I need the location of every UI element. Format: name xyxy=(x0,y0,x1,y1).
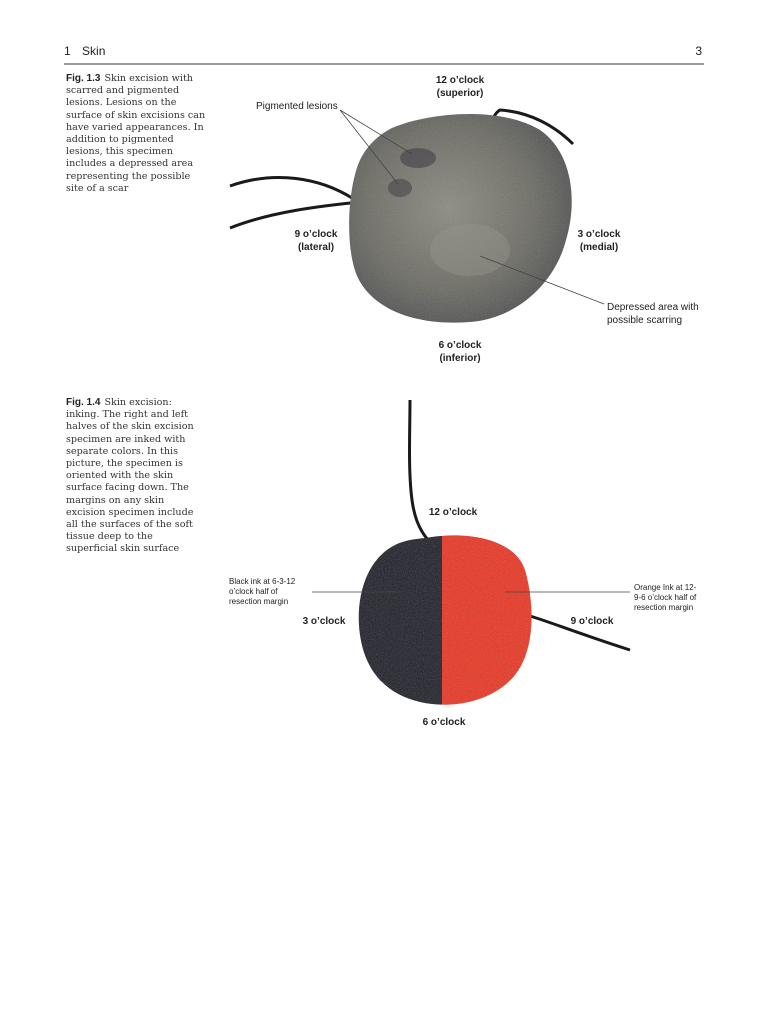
depressed-area xyxy=(430,224,510,276)
label-3-oclock: 3 o’clock xyxy=(302,616,346,627)
label-line: (lateral) xyxy=(297,242,335,253)
fig-1-3-label: Fig. 1.3 xyxy=(66,73,101,84)
label-6-oclock: 6 o’clock xyxy=(422,717,466,728)
label-9-oclock-lateral xyxy=(288,228,344,254)
label-9-oclock: 9 o’clock xyxy=(570,616,614,627)
fig-1-4-image xyxy=(0,390,768,730)
label-line: (inferior) xyxy=(439,353,481,364)
label-6-oclock-inferior xyxy=(430,339,490,365)
label-line: Depressed area with xyxy=(607,302,699,313)
label-line: possible scarring xyxy=(607,315,683,326)
label-line: o’clock half of xyxy=(229,587,278,596)
label-line: resection margin xyxy=(634,603,694,612)
label-orange-ink xyxy=(634,583,696,613)
page-number: 3 xyxy=(695,44,702,58)
pigmented-lesion xyxy=(388,179,412,197)
fig-1-3-caption-text: Skin excision with scarred and pigmented lesions. Lesions on the surface of skin excisions can have varied appearances. In addition to pigmented lesions, this specimen includes a depressed area representing the possible site of a scar xyxy=(66,73,206,194)
label-depressed-area xyxy=(607,301,699,327)
fig-1-4-label: Fig. 1.4 xyxy=(66,397,101,408)
label-black-ink xyxy=(229,577,295,607)
label-line: (superior) xyxy=(436,88,484,99)
label-line: 12 o’clock xyxy=(435,75,485,86)
label-line: 6 o’clock xyxy=(438,340,482,351)
label-line: 9 o’clock xyxy=(294,229,338,240)
pigmented-lesion xyxy=(400,148,436,168)
suture-left-upper xyxy=(230,177,352,198)
label-line: Orange Ink at 12- xyxy=(634,583,697,592)
label-pigmented-lesions: Pigmented lesions xyxy=(256,101,338,112)
label-line: Black ink at 6-3-12 xyxy=(229,577,296,586)
fig-1-4-caption-text: Skin excision: inking. The right and left halves of the skin excision specimen are inked with separate colors. In this picture, the specimen is oriented with the skin surface facing down. The margins on any skin excision specimen include all the surfaces of the soft tissue deep to the superficial skin surface xyxy=(66,397,194,555)
label-12-oclock: 12 o’clock xyxy=(428,507,478,518)
label-line: (medial) xyxy=(579,242,619,253)
chapter-title: Skin xyxy=(82,44,106,58)
label-line: resection margin xyxy=(229,597,289,606)
label-line: 3 o’clock xyxy=(577,229,621,240)
label-line: 9-6 o’clock half of xyxy=(634,593,697,602)
suture-top xyxy=(410,400,429,540)
chapter-number: 1 xyxy=(64,44,71,58)
suture-left-lower xyxy=(230,202,360,228)
label-12-oclock-superior xyxy=(420,74,500,100)
label-3-oclock-medial xyxy=(574,228,624,254)
